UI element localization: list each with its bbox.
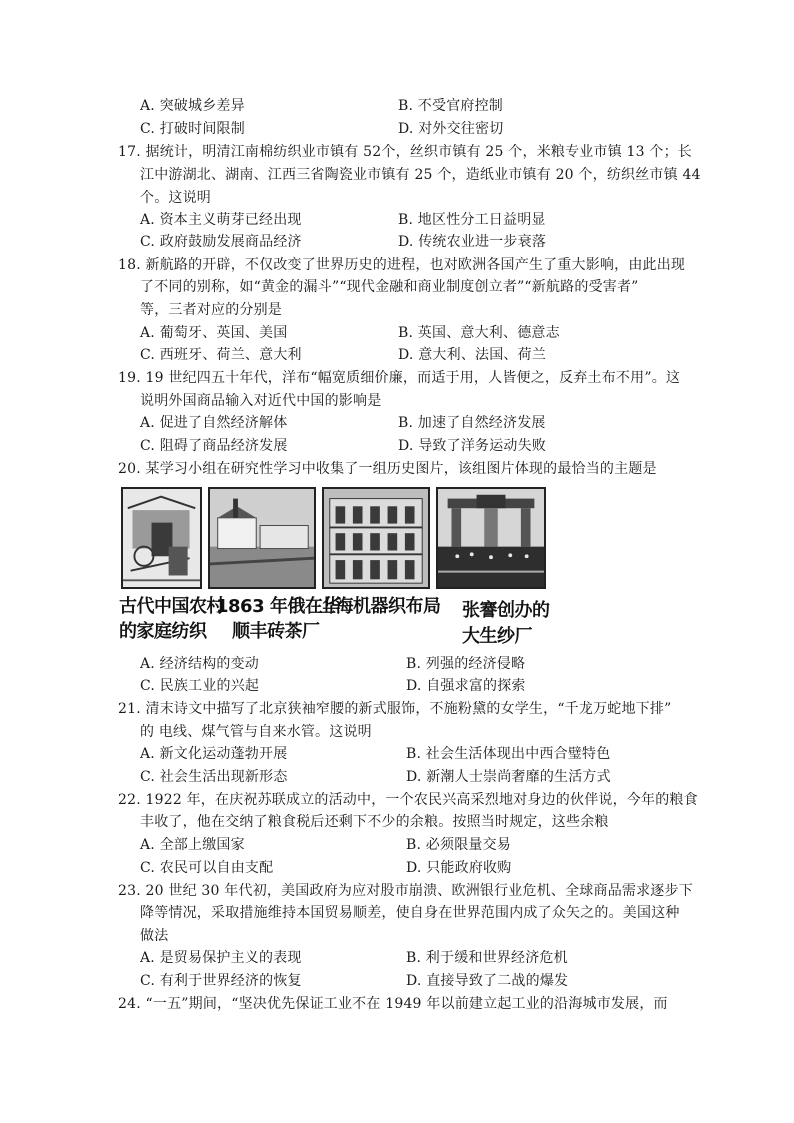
q23-stem-line2: 降等情况，采取措施维持本国贸易顺差，使自身在世界范围内成了众矢之的。美国这种 <box>140 905 680 921</box>
q20-option-c: C. 民族工业的兴起 <box>140 678 260 694</box>
q21-stem-line1: 21. 清末诗文中描写了北京狭袖窄腰的新式服饰，不施粉黛的女学生，“千龙万蛇地下排” <box>118 701 672 717</box>
q17-stem-line1: 17. 据统计，明清江南棉纺织业市镇有 52个，丝织市镇有 25 个，米粮专业市镇 13 个；长 <box>118 144 693 160</box>
q18-option-c: C. 西班牙、荷兰、意大利 <box>140 347 302 363</box>
q17-stem-line2: 江中游湖北、湖南、江西三省陶瓷业市镇有 25 个，造纸业市镇有 20 个，纺织丝市镇 44 <box>140 167 701 183</box>
q18-option-a: A. 葡萄牙、英国、美国 <box>140 325 288 341</box>
q19-option-c: C. 阻碍了商品经济发展 <box>140 438 288 454</box>
q20-stem-line1: 20. 某学习小组在研究性学习中收集了一组历史图片，该组图片体现的最恰当的主题是 <box>118 461 657 477</box>
q18-option-d: D. 意大利、法国、荷兰 <box>398 347 547 363</box>
q22-option-b: B. 必须限量交易 <box>406 837 511 853</box>
q23-option-a: A. 是贸易保护主义的表现 <box>140 950 302 966</box>
q17-option-a: A. 资本主义萌芽已经出现 <box>140 212 302 228</box>
q22-option-a: A. 全部上缴国家 <box>140 837 245 853</box>
q24-stem-line1: 24. “一五”期间，“坚决优先保证工业不在 1949 年以前建立起工业的沿海城市发展，而 <box>118 996 668 1012</box>
caption-4-line1: 张謇创办的 <box>462 600 550 621</box>
caption-2-line2: 顺丰砖茶厂 <box>232 621 320 642</box>
q19-option-d: D. 导致了洋务运动失败 <box>398 438 547 454</box>
q22-stem-line2: 丰收了，他在交纳了粮食税后还剩下不少的余粮。按照当时规定，这些余粮 <box>140 814 609 830</box>
q20-option-a: A. 经济结构的变动 <box>140 656 260 672</box>
caption-1-line1: 古代中国农村 <box>119 596 224 617</box>
caption-3-line1: 上海机器织布局 <box>318 596 441 617</box>
q16-option-c: C. 打破时间限制 <box>140 121 245 137</box>
q17-option-d: D. 传统农业进一步衰落 <box>398 234 547 250</box>
q17-option-b: B. 地区性分工日益明显 <box>398 212 546 228</box>
q22-option-c: C. 农民可以自由支配 <box>140 860 274 876</box>
q23-stem-line3: 做法 <box>140 928 169 944</box>
q19-stem-line1: 19. 19 世纪四五十年代，洋布“幅宽质细价廉，而适于用，人皆便之，反弃土布不用”。这 <box>118 370 681 386</box>
q16-option-a: A. 突破城乡差异 <box>140 98 245 114</box>
q17-stem-line3: 个。这说明 <box>140 190 211 206</box>
q18-option-b: B. 英国、意大利、德意志 <box>398 325 560 341</box>
q19-option-b: B. 加速了自然经济发展 <box>398 415 546 431</box>
q22-stem-line1: 22. 1922 年，在庆祝苏联成立的活动中，一个农民兴高采烈地对身边的伙伴说，今年的粮食 <box>118 792 698 808</box>
q23-option-b: B. 利于缓和世界经济危机 <box>406 950 568 966</box>
caption-1-line2: 的家庭纺织 <box>119 621 207 642</box>
q23-option-d: D. 直接导致了二战的爆发 <box>406 973 569 989</box>
q18-stem-line2: 了不同的别称，如“黄金的漏斗”“现代金融和商业制度创立者”“新航路的受害者” <box>140 279 639 295</box>
q23-option-c: C. 有利于世界经济的恢复 <box>140 973 302 989</box>
q20-option-d: D. 自强求富的探索 <box>406 678 526 694</box>
caption-4-line2: 大生纱厂 <box>462 626 532 647</box>
q21-option-b: B. 社会生活体现出中西合璧特色 <box>406 746 611 762</box>
q19-stem-line2: 说明外国商品输入对近代中国的影响是 <box>140 393 382 409</box>
q17-option-c: C. 政府鼓励发展商品经济 <box>140 234 302 250</box>
caption-2-line1: 1863 年俄在华 <box>216 596 340 617</box>
q21-stem-line2: 的 电线、煤气管与自来水管。这说明 <box>140 724 372 740</box>
q21-option-c: C. 社会生活出现新形态 <box>140 769 288 785</box>
q19-option-a: A. 促进了自然经济解体 <box>140 415 288 431</box>
q18-stem-line3: 等，三者对应的分别是 <box>140 302 282 318</box>
q16-option-d: D. 对外交往密切 <box>398 121 504 137</box>
q20-option-b: B. 列强的经济侵略 <box>406 656 526 672</box>
q18-stem-line1: 18. 新航路的开辟，不仅改变了世界历史的进程，也对欧洲各国产生了重大影响，由此出现 <box>118 257 686 273</box>
q22-option-d: D. 只能政府收购 <box>406 860 512 876</box>
photo-shanghai-weaving-bureau <box>322 487 430 589</box>
q21-option-a: A. 新文化运动蓬勃开展 <box>140 746 288 762</box>
photo-tea-factory <box>208 487 316 589</box>
q23-stem-line1: 23. 20 世纪 30 年代初，美国政府为应对股市崩溃、欧洲银行业危机、全球商品需求逐步下 <box>118 883 693 899</box>
photo-dasheng-mill <box>436 487 546 589</box>
q21-option-d: D. 新潮人士崇尚奢靡的生活方式 <box>406 769 611 785</box>
photo-rural-weaving <box>121 487 202 589</box>
q16-option-b: B. 不受官府控制 <box>398 98 503 114</box>
